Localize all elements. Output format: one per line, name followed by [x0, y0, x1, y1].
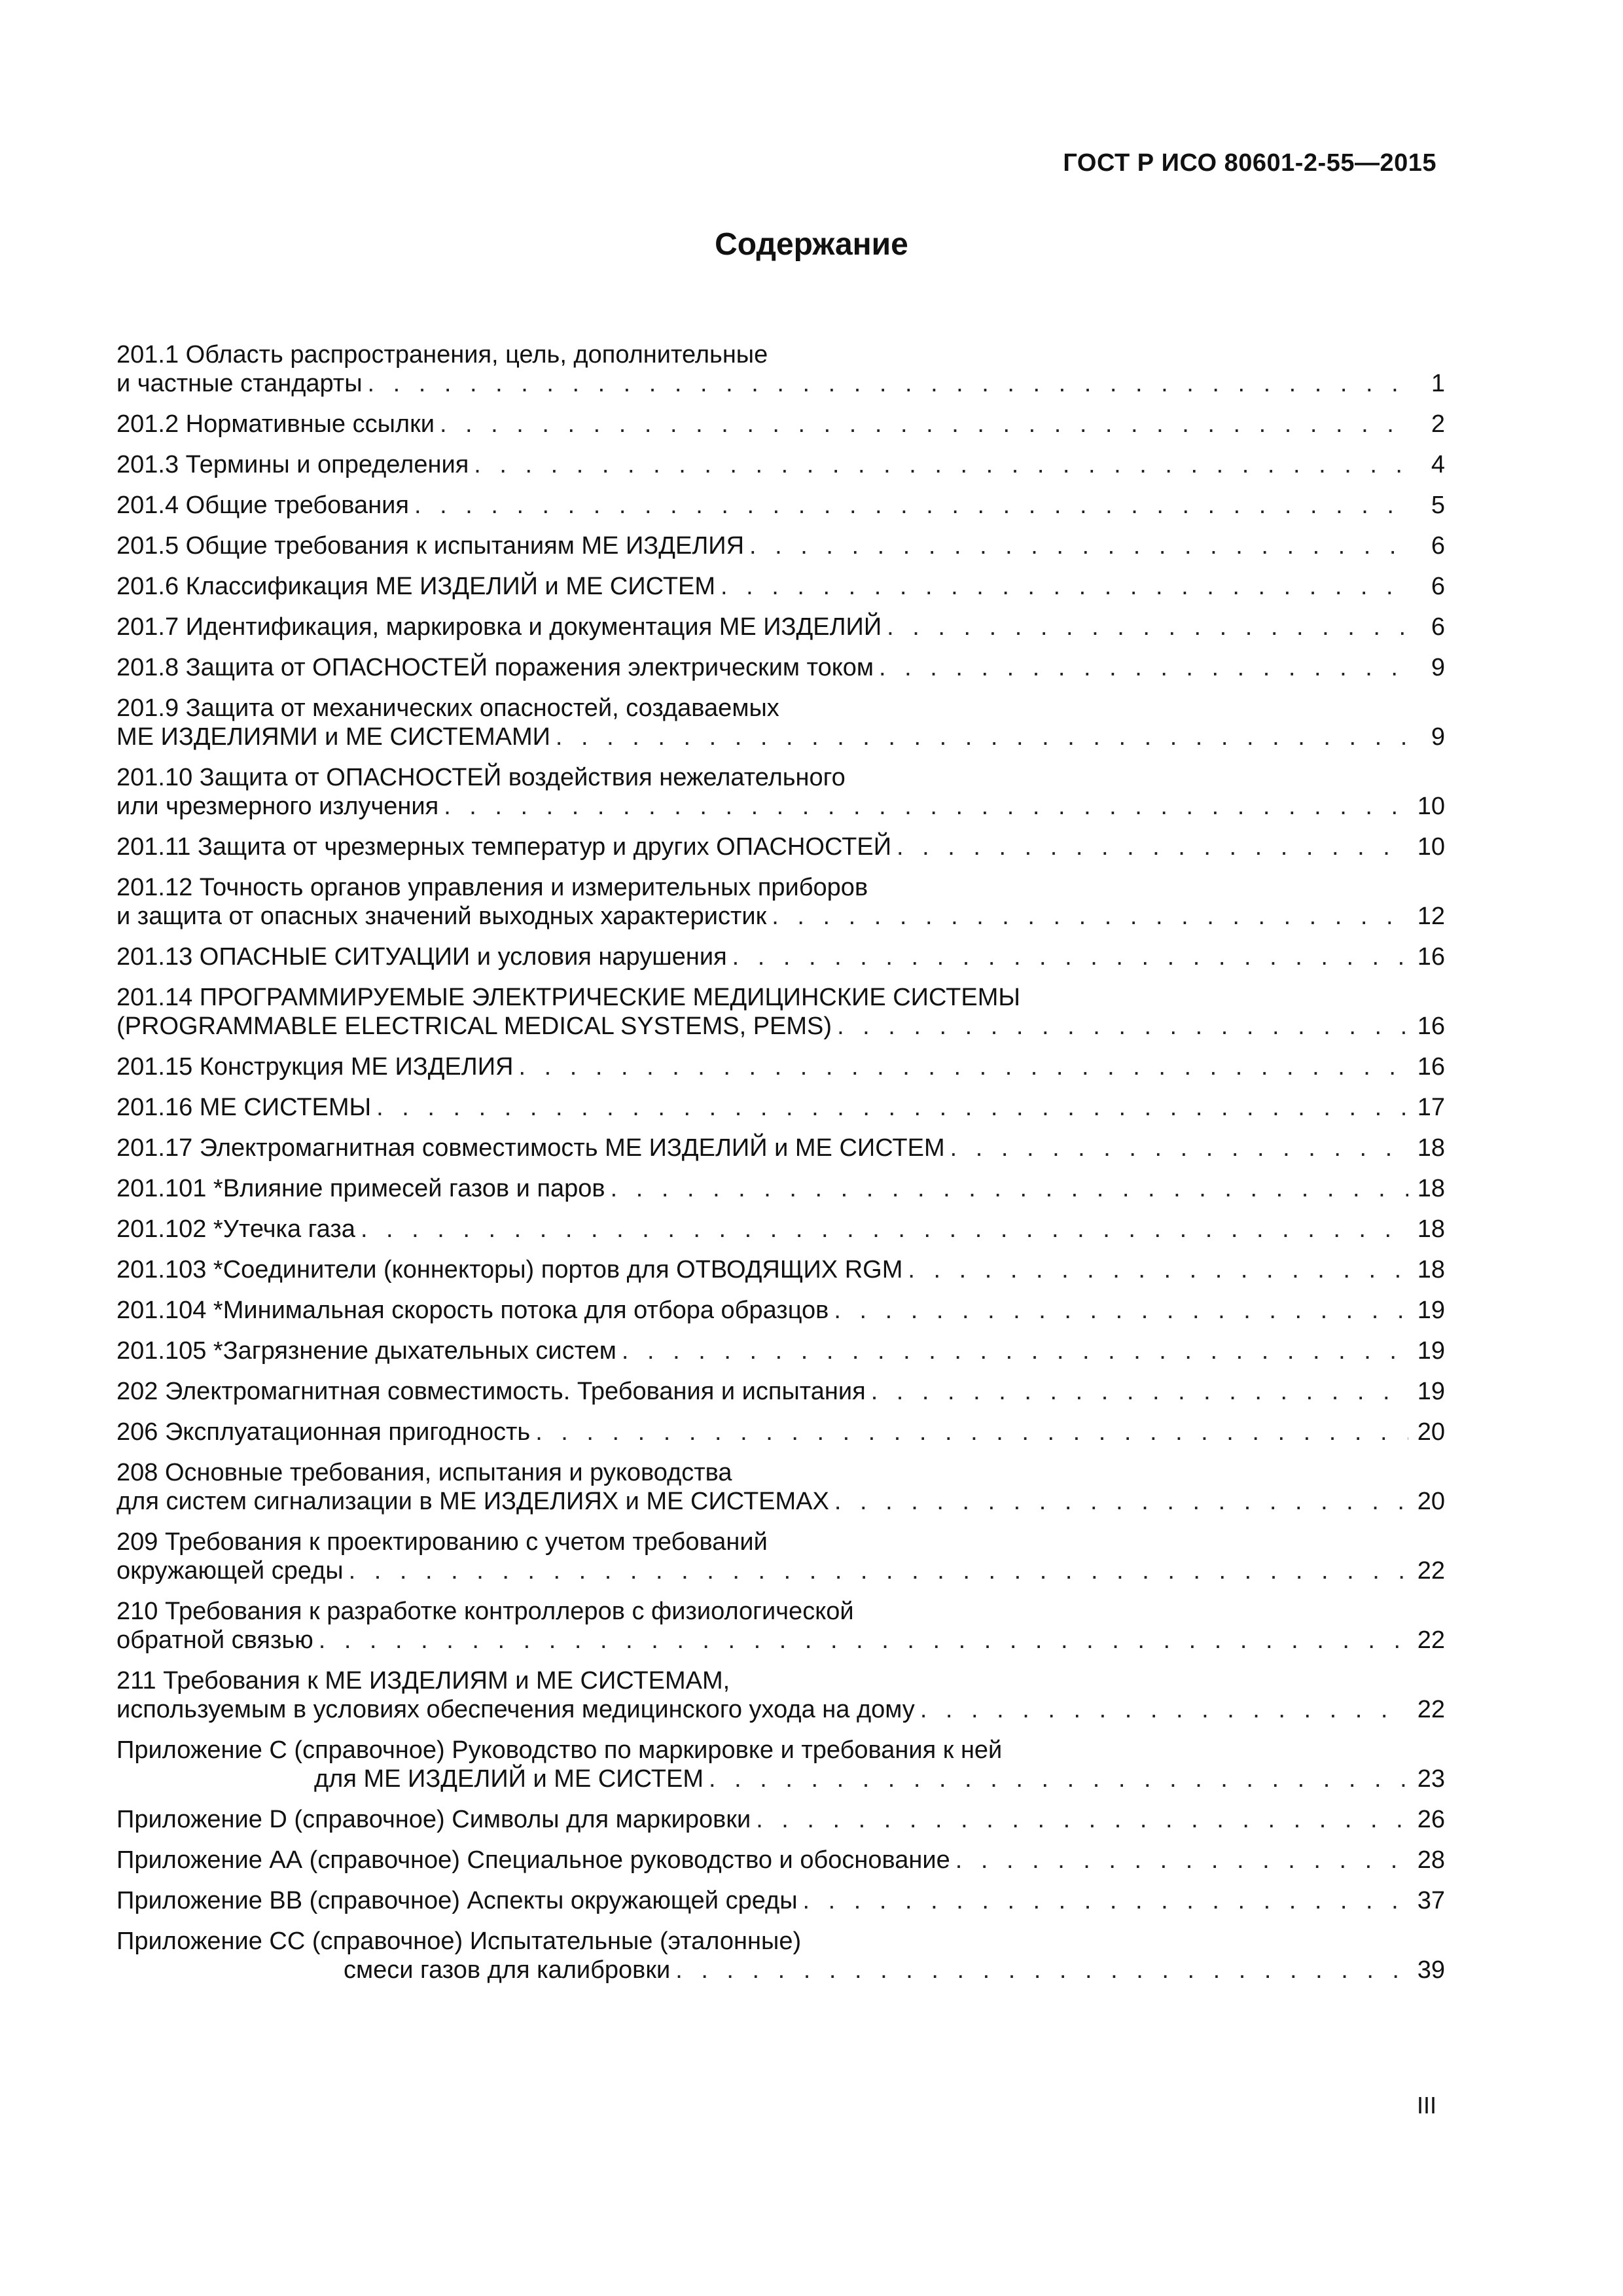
toc-entry[interactable]: [116, 942, 1445, 971]
toc-leader-dots: [709, 1765, 1408, 1793]
toc-entry-line: [116, 1805, 1445, 1834]
toc-entry-line: [116, 694, 1445, 723]
toc-leader-dots: [556, 723, 1408, 751]
toc-entry-line: [116, 1336, 1445, 1365]
toc-entry-text: 201.15 Конструкция ME ИЗДЕЛИЯ: [116, 1053, 514, 1081]
toc-entry-line: [116, 531, 1445, 560]
toc-page-number: 19: [1417, 1337, 1445, 1365]
toc-entry-text: 201.16 ME СИСТЕМЫ: [116, 1094, 372, 1121]
toc-entry-text: 201.6 Классификация ME ИЗДЕЛИЙ и ME СИСТЕМ: [116, 573, 716, 600]
toc-entry-line: [116, 942, 1445, 971]
toc-page-number: 18: [1417, 1256, 1445, 1283]
toc-entry-line: [116, 1255, 1445, 1284]
toc-entry-line: [116, 792, 1445, 821]
toc-entry-text: 201.2 Нормативные ссылки: [116, 410, 435, 438]
toc-entry-text: 201.104 *Минимальная скорость потока для отбора образцов: [116, 1297, 829, 1324]
toc-entry[interactable]: [116, 763, 1445, 821]
toc-entry[interactable]: [116, 694, 1445, 751]
toc-entry-line: [116, 1215, 1445, 1244]
toc-leader-dots: [920, 1695, 1408, 1724]
toc-leader-dots: [361, 1215, 1408, 1244]
toc-page-number: 1: [1431, 370, 1445, 397]
toc-entry[interactable]: [116, 983, 1445, 1041]
toc-entry-text: и защита от опасных значений выходных характеристик: [116, 903, 767, 930]
toc-entry-line: [116, 613, 1445, 641]
toc-entry[interactable]: [116, 1215, 1445, 1244]
toc-page-number: 6: [1431, 532, 1445, 560]
toc-entry-line: [116, 1012, 1445, 1041]
toc-page-number: 12: [1417, 903, 1445, 930]
toc-entry-text: 201.14 ПРОГРАММИРУЕМЫЕ ЭЛЕКТРИЧЕСКИЕ МЕДИЦИНСКИЕ СИСТЕМЫ: [116, 984, 1021, 1011]
toc-entry[interactable]: [116, 1336, 1445, 1365]
toc-entry[interactable]: [116, 410, 1445, 439]
toc-leader-dots: [732, 942, 1408, 971]
toc-page-number: 23: [1417, 1765, 1445, 1793]
toc-entry[interactable]: [116, 491, 1445, 520]
toc-entry[interactable]: [116, 1296, 1445, 1325]
toc-entry[interactable]: [116, 1377, 1445, 1406]
toc-leader-dots: [349, 1556, 1408, 1585]
toc-entry-text: 201.11 Защита от чрезмерных температур и других ОПАСНОСТЕЙ: [116, 833, 892, 861]
toc-entry[interactable]: [116, 653, 1445, 682]
toc-entry-text: 201.1 Область распространения, цель, дополнительные: [116, 341, 768, 368]
toc-page-number: 37: [1417, 1887, 1445, 1914]
toc-entry-line: [116, 723, 1445, 751]
toc-leader-dots: [675, 1956, 1408, 1984]
toc-page-number: 9: [1431, 654, 1445, 681]
toc-entry-line: [116, 369, 1445, 398]
toc-page-number: 5: [1431, 492, 1445, 519]
toc-entry-line: [116, 833, 1445, 861]
toc-entry[interactable]: [116, 1846, 1445, 1874]
toc-leader-dots: [879, 653, 1408, 682]
toc-entry-text: 201.105 *Загрязнение дыхательных систем: [116, 1337, 616, 1365]
toc-leader-dots: [908, 1255, 1408, 1284]
document-code: ГОСТ Р ИСО 80601-2-55—2015: [1063, 149, 1436, 177]
toc-page-number: 2: [1431, 410, 1445, 438]
toc-entry-text: 209 Требования к проектированию с учетом требований: [116, 1528, 768, 1556]
toc-entry-line: [116, 902, 1445, 931]
toc-entry-text: обратной связью: [116, 1626, 313, 1654]
toc-entry-line: [116, 1736, 1445, 1765]
toc-entry-text: Приложение АА (справочное) Специальное руководство и обоснование: [116, 1846, 950, 1874]
toc-entry-text: 201.13 ОПАСНЫЕ СИТУАЦИИ и условия нарушения: [116, 943, 727, 971]
toc-entry[interactable]: [116, 450, 1445, 479]
toc-entry[interactable]: [116, 833, 1445, 861]
toc-entry-text: 208 Основные требования, испытания и руководства: [116, 1459, 732, 1486]
toc-leader-dots: [871, 1377, 1408, 1406]
toc-page-number: 19: [1417, 1297, 1445, 1324]
toc-entry-line: [116, 1487, 1445, 1516]
toc-leader-dots: [535, 1418, 1408, 1446]
toc-page-number: 22: [1417, 1696, 1445, 1723]
toc-leader-dots: [749, 531, 1408, 560]
toc-entry[interactable]: [116, 1134, 1445, 1162]
toc-page-number: 16: [1417, 943, 1445, 971]
toc-leader-dots: [319, 1626, 1408, 1655]
toc-leader-dots: [834, 1296, 1408, 1325]
toc-entry-line: [116, 1846, 1445, 1874]
toc-entry-line: [116, 1093, 1445, 1122]
toc-entry-text: 201.101 *Влияние примесей газов и паров: [116, 1175, 605, 1202]
toc-leader-dots: [837, 1012, 1408, 1041]
toc-page-number: 18: [1417, 1134, 1445, 1162]
toc-page-number: 20: [1417, 1418, 1445, 1446]
toc-entry-line: [116, 873, 1445, 902]
toc-entry-line: [116, 1377, 1445, 1406]
toc-entry-text: 201.9 Защита от механических опасностей, создаваемых: [116, 694, 779, 722]
toc-leader-dots: [756, 1805, 1408, 1834]
toc-entry-text: и частные стандарты: [116, 370, 363, 397]
toc-entry-line: [116, 1458, 1445, 1487]
toc-entry-line: [116, 1765, 1445, 1793]
toc-entry-text: (PROGRAMMABLE ELECTRICAL MEDICAL SYSTEMS, PEMS): [116, 1013, 832, 1040]
toc-entry-line: [116, 340, 1445, 369]
toc-entry-text: 211 Требования к МЕ ИЗДЕЛИЯМ и МЕ СИСТЕМАМ,: [116, 1667, 730, 1695]
toc-entry-line: [116, 1956, 1445, 1984]
toc-entry-text: Приложение С (справочное) Руководство по маркировке и требования к ней: [116, 1736, 1003, 1764]
toc-leader-dots: [834, 1487, 1408, 1516]
toc-entry-line: [116, 450, 1445, 479]
toc-leader-dots: [519, 1052, 1409, 1081]
toc-leader-dots: [376, 1093, 1408, 1122]
toc-entry-line: [116, 1666, 1445, 1695]
toc-leader-dots: [414, 491, 1408, 520]
toc-entry-line: [116, 1556, 1445, 1585]
toc-page-number: 16: [1417, 1053, 1445, 1081]
toc-entry-line: [116, 653, 1445, 682]
toc-entry-line: [116, 763, 1445, 792]
toc-entry-text: МЕ ИЗДЕЛИЯМИ и МЕ СИСТЕМАМИ: [116, 723, 550, 751]
toc-page-number: 9: [1431, 723, 1445, 751]
toc-entry-line: [116, 983, 1445, 1012]
toc-leader-dots: [803, 1886, 1408, 1915]
toc-entry-text: для систем сигнализации в МЕ ИЗДЕЛИЯХ и МЕ СИСТЕМАХ: [116, 1488, 829, 1515]
toc-leader-dots: [440, 410, 1408, 439]
toc-entry[interactable]: [116, 1805, 1445, 1834]
toc-page-number: 26: [1417, 1806, 1445, 1833]
toc-entry[interactable]: [116, 1528, 1445, 1585]
toc-entry-line: [116, 410, 1445, 439]
toc-entry-text: 201.10 Защита от ОПАСНОСТЕЙ воздействия нежелательного: [116, 764, 846, 791]
toc-entry-line: [116, 1174, 1445, 1203]
toc-page-number: 28: [1417, 1846, 1445, 1874]
toc-entry[interactable]: [116, 1052, 1445, 1081]
toc-leader-dots: [622, 1336, 1408, 1365]
toc-entry-text: 201.103 *Соединители (коннекторы) портов для ОТВОДЯЩИХ RGM: [116, 1256, 903, 1283]
toc-entry[interactable]: [116, 1666, 1445, 1724]
toc-entry-text: 206 Эксплуатационная пригодность: [116, 1418, 531, 1446]
toc-entry[interactable]: [116, 613, 1445, 641]
toc-entry-text: окружающей среды: [116, 1557, 344, 1585]
toc-page-number: 4: [1431, 451, 1445, 478]
table-of-contents: [116, 340, 1445, 1996]
toc-entry-text: 201.8 Защита от ОПАСНОСТЕЙ поражения электрическим током: [116, 654, 874, 681]
toc-entry-line: [116, 1296, 1445, 1325]
toc-entry-text: 201.102 *Утечка газа: [116, 1215, 355, 1243]
toc-entry-line: [116, 1597, 1445, 1626]
toc-page-number: 18: [1417, 1175, 1445, 1202]
toc-entry-text: 201.3 Термины и определения: [116, 451, 469, 478]
toc-entry-text: 201.12 Точность органов управления и измерительных приборов: [116, 874, 868, 901]
toc-entry-text: 201.5 Общие требования к испытаниям ME ИЗДЕЛИЯ: [116, 532, 745, 560]
toc-entry-line: [116, 1528, 1445, 1556]
toc-entry[interactable]: [116, 1736, 1445, 1793]
toc-entry-text: смеси газов для калибровки: [344, 1956, 671, 1984]
toc-entry-text: или чрезмерного излучения: [116, 793, 439, 820]
toc-entry-line: [116, 491, 1445, 520]
page-number: III: [1416, 2092, 1436, 2119]
toc-entry-text: 201.7 Идентификация, маркировка и документация ME ИЗДЕЛИЙ: [116, 613, 882, 641]
toc-entry-text: для МЕ ИЗДЕЛИЙ и МЕ СИСТЕМ: [314, 1765, 704, 1793]
toc-entry-line: [116, 1134, 1445, 1162]
toc-leader-dots: [897, 833, 1408, 861]
toc-leader-dots: [444, 792, 1408, 821]
toc-entry-line: [116, 1695, 1445, 1724]
toc-entry-text: Приложение D (справочное) Символы для маркировки: [116, 1806, 751, 1833]
toc-entry-line: [116, 1418, 1445, 1446]
toc-entry[interactable]: [116, 340, 1445, 398]
toc-entry[interactable]: [116, 1886, 1445, 1915]
toc-entry-line: [116, 572, 1445, 601]
toc-entry-line: [116, 1927, 1445, 1956]
toc-leader-dots: [887, 613, 1408, 641]
toc-title: Содержание: [715, 227, 908, 262]
toc-entry[interactable]: [116, 1255, 1445, 1284]
toc-entry[interactable]: [116, 873, 1445, 931]
toc-entry[interactable]: [116, 1093, 1445, 1122]
toc-page-number: 19: [1417, 1378, 1445, 1405]
toc-page-number: 6: [1431, 573, 1445, 600]
toc-page-number: 22: [1417, 1626, 1445, 1654]
toc-leader-dots: [611, 1174, 1408, 1203]
toc-leader-dots: [955, 1846, 1408, 1874]
toc-leader-dots: [950, 1134, 1408, 1162]
toc-page-number: 6: [1431, 613, 1445, 641]
toc-entry-text: 201.17 Электромагнитная совместимость ME ИЗДЕЛИЙ и ME СИСТЕМ: [116, 1134, 945, 1162]
toc-page-number: 17: [1417, 1094, 1445, 1121]
toc-page-number: 22: [1417, 1557, 1445, 1585]
toc-entry-line: [116, 1626, 1445, 1655]
toc-entry[interactable]: [116, 531, 1445, 560]
toc-entry[interactable]: [116, 1597, 1445, 1655]
toc-leader-dots: [474, 450, 1408, 479]
toc-entry[interactable]: [116, 572, 1445, 601]
toc-leader-dots: [368, 369, 1408, 398]
toc-entry-text: 202 Электромагнитная совместимость. Требования и испытания: [116, 1378, 866, 1405]
toc-entry-text: 210 Требования к разработке контроллеров с физиологической: [116, 1598, 854, 1625]
toc-entry[interactable]: [116, 1174, 1445, 1203]
toc-entry-line: [116, 1886, 1445, 1915]
toc-entry[interactable]: [116, 1927, 1445, 1984]
toc-entry[interactable]: [116, 1418, 1445, 1446]
toc-leader-dots: [721, 572, 1408, 601]
toc-page-number: 20: [1417, 1488, 1445, 1515]
toc-page-number: 18: [1417, 1215, 1445, 1243]
toc-page-number: 10: [1417, 833, 1445, 861]
toc-entry-text: используемым в условиях обеспечения медицинского ухода на дому: [116, 1696, 915, 1723]
toc-page-number: 10: [1417, 793, 1445, 820]
toc-entry[interactable]: [116, 1458, 1445, 1516]
toc-entry-text: 201.4 Общие требования: [116, 492, 409, 519]
toc-page-number: 39: [1417, 1956, 1445, 1984]
toc-leader-dots: [772, 902, 1408, 931]
toc-entry-line: [116, 1052, 1445, 1081]
toc-entry-text: Приложение СС (справочное) Испытательные (эталонные): [116, 1928, 802, 1955]
toc-page-number: 16: [1417, 1013, 1445, 1040]
toc-entry-text: Приложение ВВ (справочное) Аспекты окружающей среды: [116, 1887, 798, 1914]
